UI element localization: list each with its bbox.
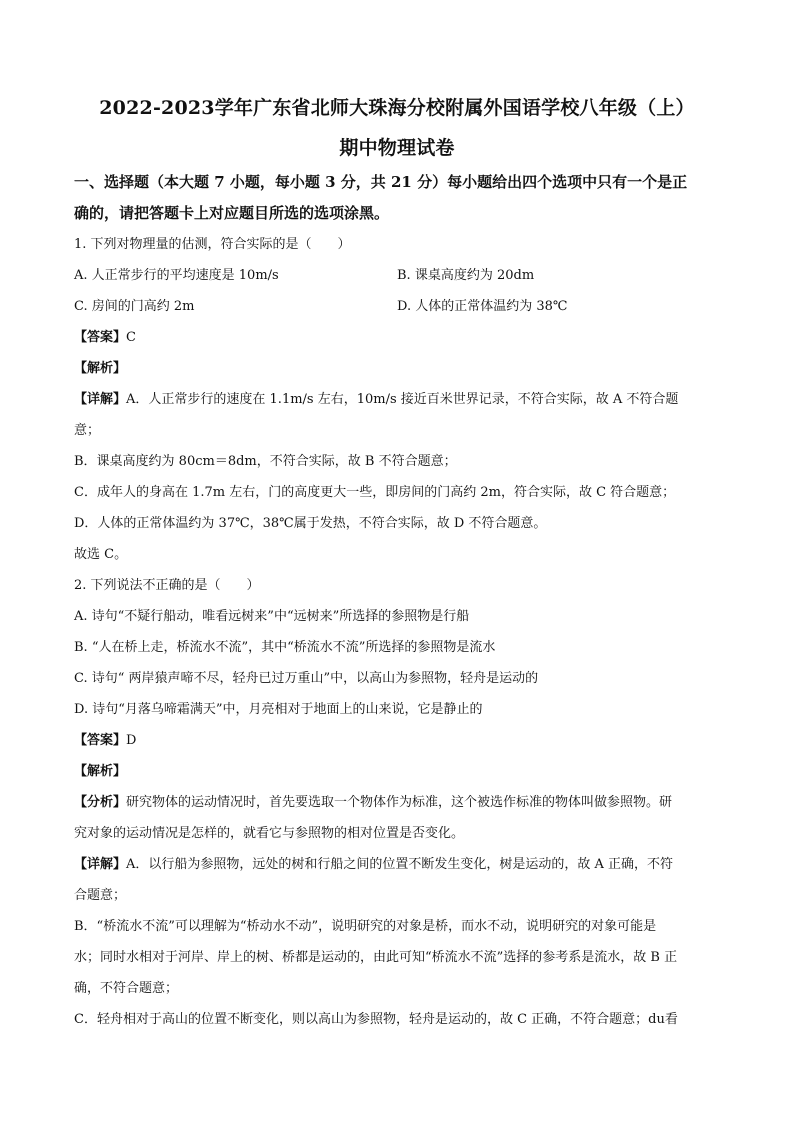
section-heading-line-1: 一、选择题（本大题 7 小题，每小题 3 分，共 21 分）每小题给出四个选项中只有一个是正 [74, 173, 688, 191]
q2-analysis-tag: 【解析】 [74, 764, 127, 779]
exam-title-line-1: 2022-2023学年广东省北师大珠海分校附属外国语学校八年级（上） [99, 97, 695, 119]
q1-analysis-tag: 【解析】 [74, 361, 127, 376]
q2-option-c: C. 诗句“ 两岸猿声啼不尽，轻舟已过万重山”中，以高山为参照物，轻舟是运动的 [74, 671, 539, 686]
section-heading-line-2: 确的，请把答题卡上对应题目所选的选项涂黑。 [74, 204, 390, 222]
q1-conclusion: 故选 C。 [74, 547, 128, 562]
q2-analysis2-tag: 【分析】 [74, 795, 127, 810]
q2-stem: 2. 下列说法不正确的是（ ） [74, 578, 260, 593]
q1-options-row-2 [74, 291, 720, 322]
q2-option-b: B. “人在桥上走，桥流水不流”，其中“桥流水不流”所选择的参照物是流水 [74, 640, 496, 655]
q2-detail-c: C．轻舟相对于高山的位置不断变化，则以高山为参照物，轻舟是运动的，故 C 正确，不符合题意；du看 [74, 1012, 678, 1027]
q1-option-b: B. 课桌高度约为 20dm [397, 268, 535, 283]
exam-title-line-2: 期中物理试卷 [339, 137, 455, 159]
q1-stem: 1. 下列对物理量的估测，符合实际的是（ ） [74, 237, 351, 252]
q1-detail-b: B．课桌高度约为 80cm＝8dm，不符合实际，故 B 不符合题意； [74, 454, 457, 469]
q1-detail-a-line-1 [74, 384, 720, 415]
q1-detail-c: C．成年人的身高在 1.7m 左右，门的高度更大一些，即房间的门高约 2m，符合实际，故 C 符合题意； [74, 485, 676, 500]
q2-detail-a-line-2: 合题意； [74, 888, 127, 903]
q2-detail-b-line-1: B．“桥流水不流”可以理解为“桥动水不动”，说明研究的对象是桥，而水不动，说明研究的对象可能是 [74, 919, 657, 934]
q1-detail-a-line-2: 意； [74, 423, 101, 438]
q1-detail-a-text: A．人正常步行的速度在 1.1m/s 左右，10m/s 接近百米世界记录，不符合实际，故 A 不符合题 [126, 392, 679, 407]
q1-answer-tag: 【答案】 [74, 330, 127, 345]
q2-option-a: A. 诗句“不疑行船动，唯看远树来”中“远树来”所选择的参照物是行船 [74, 609, 470, 624]
q2-answer [74, 725, 720, 756]
q2-option-d: D. 诗句“月落乌啼霜满天”中，月亮相对于地面上的山来说，它是静止的 [74, 702, 483, 717]
q2-analysis-text: 研究物体的运动情况时，首先要选取一个物体作为标准，这个被选作标准的物体叫做参照物。研 [126, 795, 673, 810]
q1-options-row-1 [74, 260, 720, 291]
q1-option-a: A. 人正常步行的平均速度是 10m/s [74, 268, 279, 283]
q1-option-c: C. 房间的门高约 2m [74, 299, 195, 314]
q1-answer-value: C [126, 330, 136, 345]
q2-detail-a-text: A．以行船为参照物，远处的树和行船之间的位置不断发生变化，树是运动的，故 A 正确，不符 [126, 857, 674, 872]
q2-detail-a-line-1 [74, 849, 720, 880]
q1-detail-d: D．人体的正常体温约为 37℃，38℃属于发热，不符合实际，故 D 不符合题意。 [74, 516, 547, 531]
q1-detail-tag: 【详解】 [74, 392, 127, 407]
q2-analysis-line-1 [74, 787, 720, 818]
q1-answer [74, 322, 720, 353]
q2-detail-b-line-2: 水；同时水相对于河岸、岸上的树、桥都是运动的，由此可知“桥流水不流”选择的参考系是流水，故 B 正 [74, 950, 678, 965]
q2-answer-tag: 【答案】 [74, 733, 127, 748]
q1-option-d: D. 人体的正常体温约为 38℃ [397, 299, 568, 314]
q2-analysis-line-2: 究对象的运动情况是怎样的，就看它与参照物的相对位置是否变化。 [74, 826, 465, 841]
q2-detail-tag: 【详解】 [74, 857, 127, 872]
q2-detail-b-line-3: 确，不符合题意； [74, 981, 179, 996]
q2-answer-value: D [126, 733, 137, 748]
